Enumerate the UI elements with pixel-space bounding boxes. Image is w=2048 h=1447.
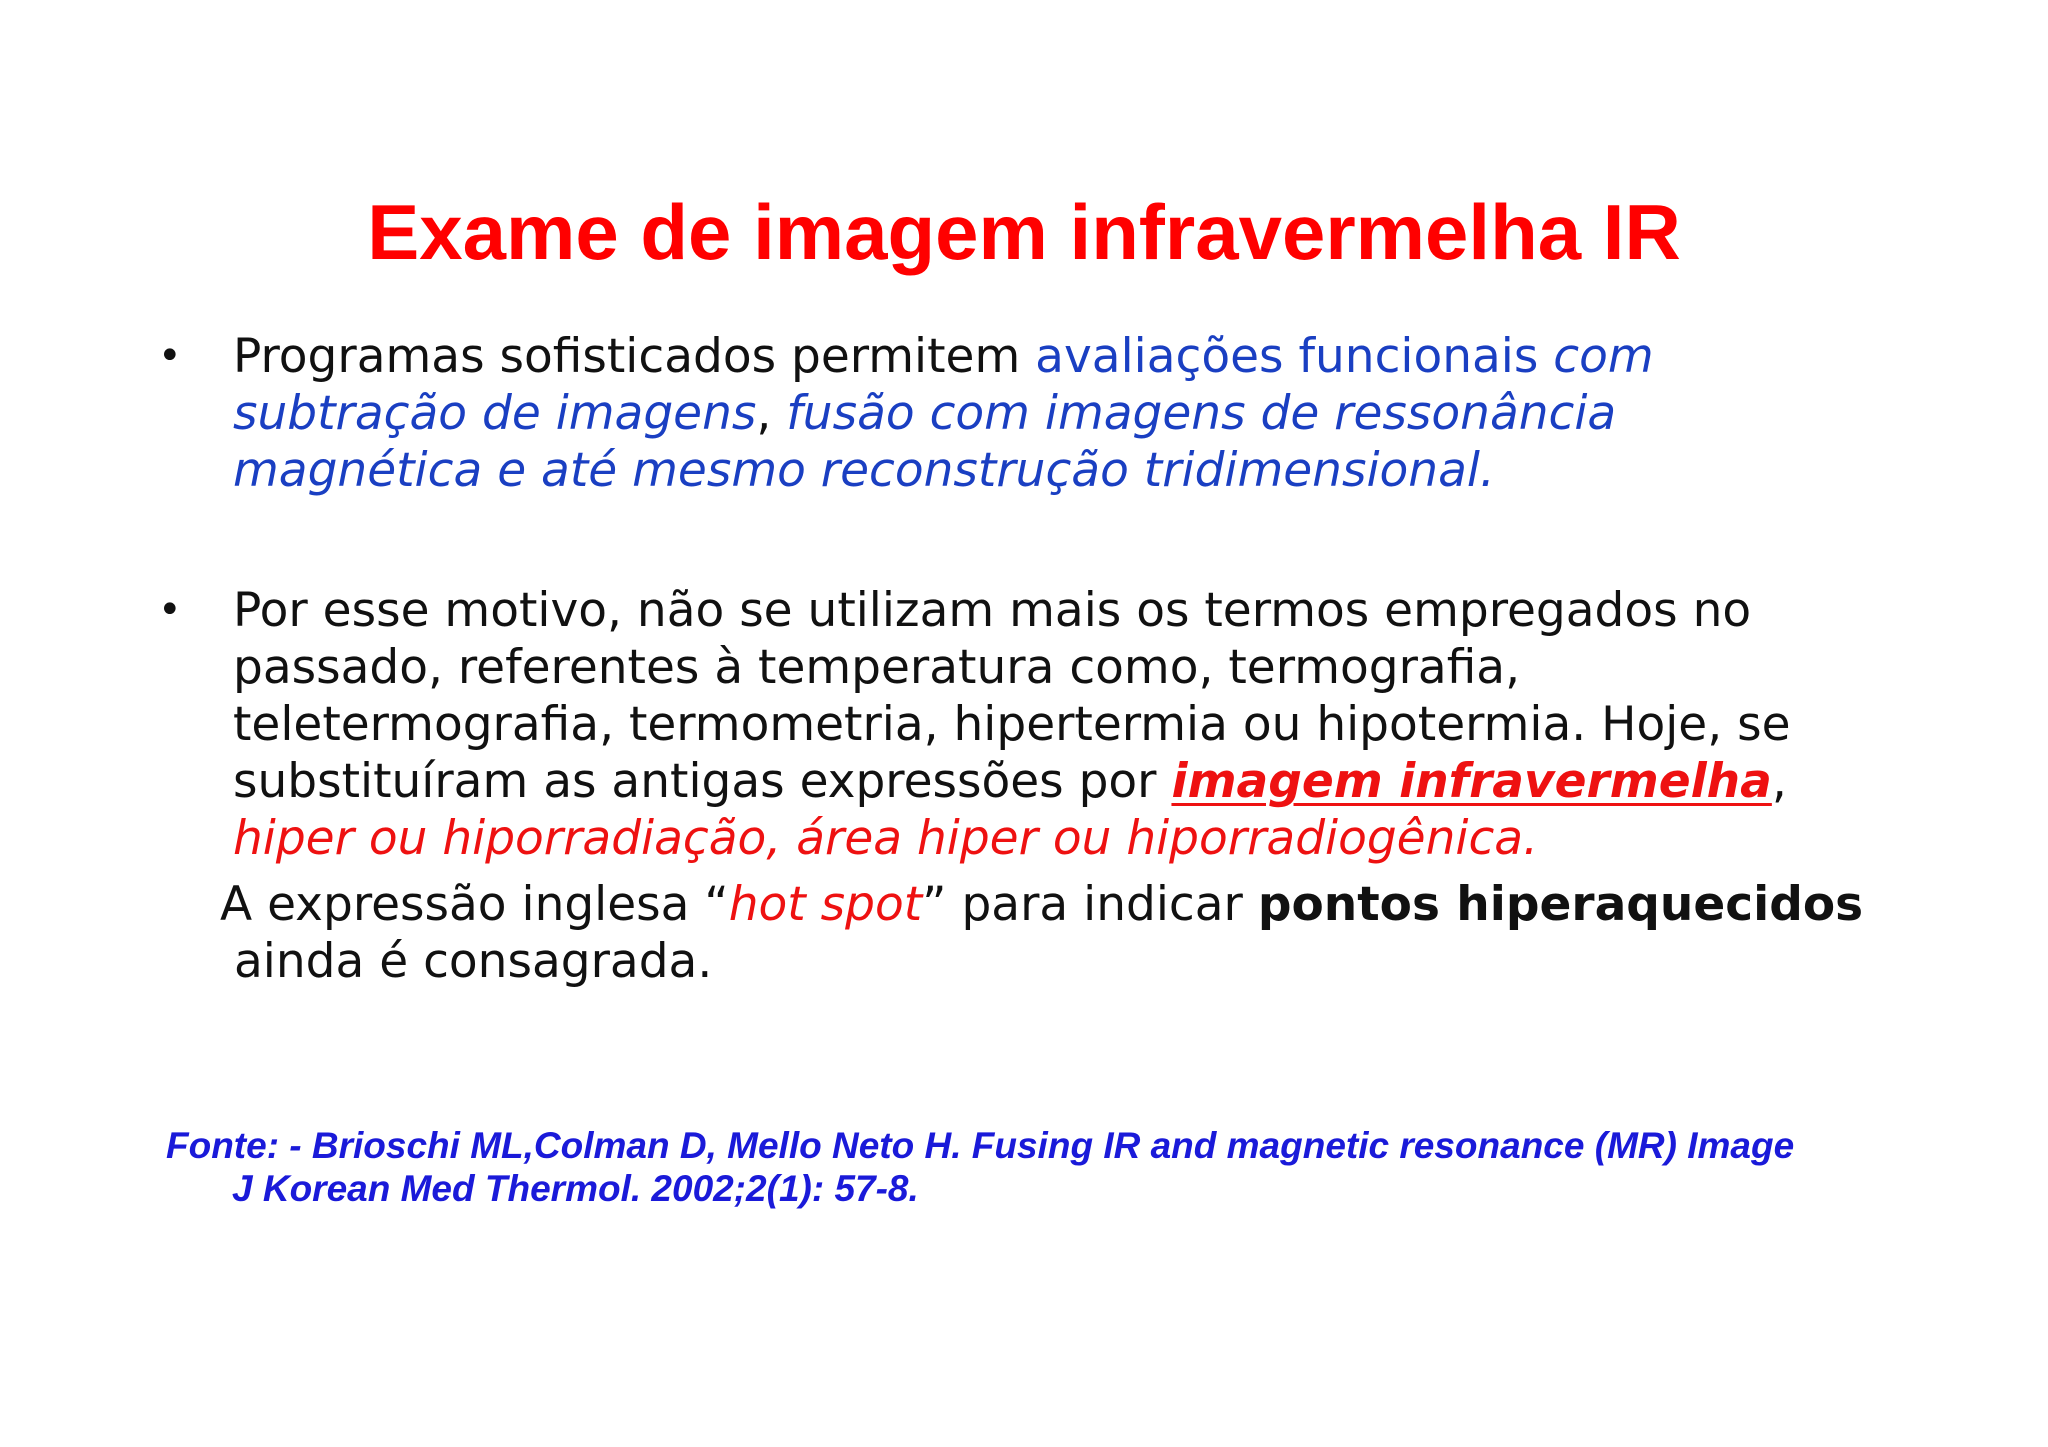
bullet1-blue-italic-text: com subtração de imagens <box>233 329 1654 441</box>
bullet-item-motivo <box>158 582 1878 867</box>
slide-title: Exame de imagem infravermelha IR <box>367 188 1681 276</box>
source-line-1: Fonte: - Brioschi ML,Colman D, Mello Neto H. Fusing IR and magnetic resonance (MR) Image <box>166 1125 1795 1166</box>
para-bold-text: pontos hiperaquecidos <box>1257 877 1864 932</box>
bullet1-blue-italic-text-2: fusão com imagens de ressonância magnética e até mesmo reconstrução tridimensional. <box>233 386 1617 498</box>
bullet1-blue-text: avaliações funcionais <box>1035 329 1554 384</box>
bullet-icon: • <box>158 333 182 379</box>
source-line-2: J Korean Med Thermol. 2002;2(1): 57-8. <box>232 1168 919 1209</box>
bullet2-comma: , <box>1771 754 1787 809</box>
para-plain-text: A expressão inglesa “ <box>220 877 729 932</box>
bullet-text <box>233 328 1878 499</box>
hot-spot-paragraph <box>220 876 1900 990</box>
source-citation <box>166 1124 1926 1210</box>
bullet-item-programas <box>158 328 1878 499</box>
bullet2-red-italic-text: hiper ou hiporradiação, área hiper ou hiporradiogênica. <box>233 811 1539 866</box>
bullet2-emphasis-text: imagem infravermelha <box>1171 754 1772 809</box>
bullet1-comma: , <box>756 386 787 441</box>
para-plain-text-2: ” para indicar <box>922 877 1258 932</box>
para-hot-spot-text: hot spot <box>728 877 923 932</box>
bullet-text <box>233 582 1878 867</box>
bullet2-plain-text: Por esse motivo, não se utilizam mais os termos empregados no passado, referentes à temperatura como, termografia, teletermografia, termometria, hipertermia ou hipotermia. Hoje, se substituíram as antigas expressões por <box>233 583 1791 809</box>
bullet1-plain-text: Programas sofisticados permitem <box>233 329 1036 384</box>
para-continuation-text: ainda é consagrada. <box>234 934 713 989</box>
bullet-icon: • <box>158 587 182 633</box>
